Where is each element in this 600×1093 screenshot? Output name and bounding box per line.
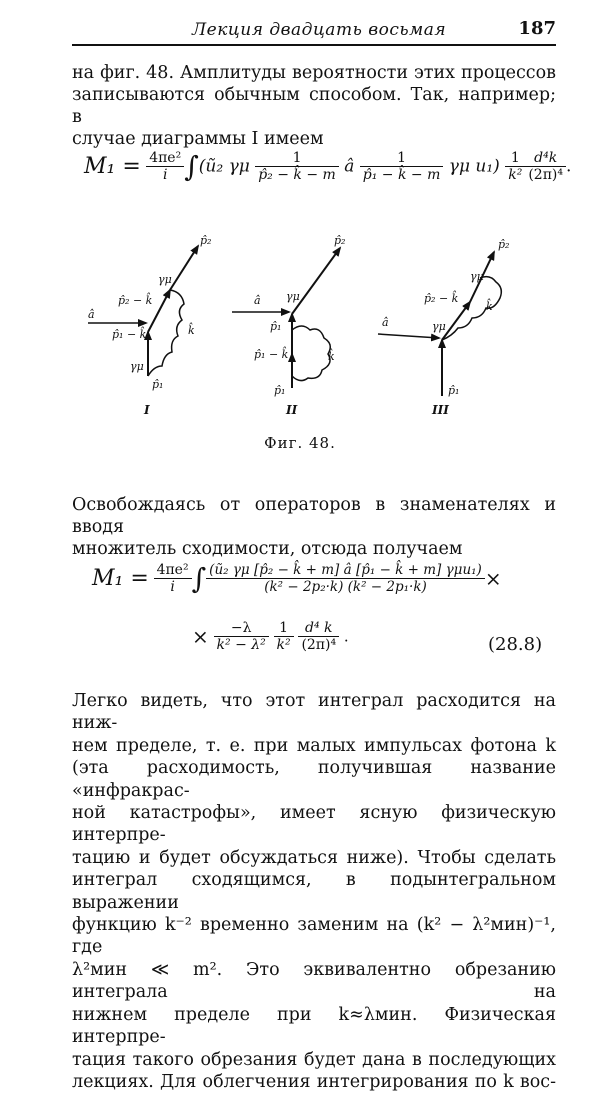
diagram-1 — [88, 234, 211, 417]
diagram-label: p̂₁ — [152, 378, 164, 391]
equation-1 — [84, 150, 572, 183]
fermion-line — [292, 248, 340, 314]
eq1-middle: â — [344, 156, 355, 177]
paragraph-1 — [72, 62, 556, 150]
eq1-integral: ∫ — [184, 150, 199, 183]
eq1-frac-2: $\frac{1}{\text{p̂₁ − k̂ − m}}$ — [360, 150, 444, 183]
eq2-tail: . — [343, 627, 349, 646]
diagram-label: p̂₁ — [448, 384, 460, 397]
eq2-lhs: M₁ = — [92, 566, 149, 591]
diagram-label: p̂₁ — [274, 384, 286, 397]
diagram-label: k̂ — [188, 324, 195, 337]
diagram-label: p̂₂ − k̂ — [424, 292, 459, 305]
eq2-frac-b: $\frac{1}{\text{k²}}$ — [274, 620, 294, 653]
diagram-label: γμ — [432, 320, 446, 333]
diagram-label: γμ — [470, 270, 484, 283]
eq1-body-end: γμ u₁) — [448, 156, 500, 177]
text-line: тацию и будет обсуждаться ниже). Чтобы сделать — [72, 847, 556, 868]
diagram-label: p̂₁ − k̂ — [112, 328, 147, 341]
eq1-tail: . — [565, 156, 572, 177]
diagram-label: γμ — [130, 360, 144, 373]
diagram-label: â — [254, 294, 261, 307]
equation-2-line-1 — [92, 562, 576, 595]
diagram-roman: I — [144, 403, 150, 417]
diagram-label: γμ — [158, 273, 172, 286]
diagram-label: p̂₁ − k̂ — [254, 348, 289, 361]
eq2-integral: ∫ — [191, 562, 207, 595]
text-line: Легко видеть, что этот интеграл расходится на ниж- — [72, 691, 556, 734]
fermion-line — [442, 302, 470, 340]
eq1-body-start: (ũ₂ γμ — [198, 156, 250, 177]
diagram-label: γμ — [286, 290, 300, 303]
diagram-label: k̂ — [486, 300, 493, 313]
eq2-times-start: × — [192, 624, 209, 649]
figure-48 — [0, 228, 600, 428]
text-line: нижнем пределе при k≈λмин. Физическая интерпре- — [72, 1004, 556, 1048]
text-line: ной катастрофы», имеет ясную физическую интерпре- — [72, 803, 556, 846]
diagram-label: â — [382, 316, 389, 329]
paragraph-3 — [72, 690, 556, 1093]
text-line: множитель сходимости, отсюда получаем — [72, 539, 463, 559]
diagram-label: p̂₂ − k̂ — [118, 294, 153, 307]
eq1-prefactor: $\frac{\text{4πe²}}{i}$ — [146, 150, 184, 183]
text-line: лекциях. Для облегчения интегрирования по k вос- — [72, 1071, 556, 1092]
diagram-roman: III — [432, 403, 449, 417]
page-number: 187 — [518, 18, 556, 39]
diagram-2 — [232, 234, 345, 417]
figure-caption: Фиг. 48. — [264, 434, 336, 452]
page-header — [72, 18, 556, 46]
text-line: функцию k⁻² временно заменим на (k² − λ²мин)⁻¹, где — [72, 915, 556, 958]
text-line: (эта расходимость, получившая название «инфракрас- — [72, 758, 556, 801]
text-line: записываются обычным способом. Так, например; в — [72, 85, 556, 127]
diagram-label: p̂₂ — [334, 234, 346, 247]
photon-line — [378, 334, 439, 338]
eq2-frac-c: $\frac{\text{d⁴ k}}{\text{(2π)⁴}}$ — [298, 620, 339, 653]
text-line: интеграл сходящимся, в подынтегральном выражении — [72, 870, 556, 913]
eq1-frac-4: $\frac{\text{d⁴k}}{\text{(2π)⁴}}$ — [525, 150, 566, 183]
diagram-label: p̂₂ — [498, 238, 510, 251]
diagram-roman: II — [286, 403, 298, 417]
diagram-label: p̂₂ — [200, 234, 212, 247]
text-line: Освобождаясь от операторов в знаменателях и вводя — [72, 495, 556, 537]
eq2-main-fraction: $\frac{\text{(ũ₂ γμ [p̂₂ − k̂ + m] â [p̂₁ − k̂ + m] γμu₁)}}{\text{(k² − 2p₂·k) (k² − 2p₁·k)}}$ — [206, 562, 485, 595]
eq1-frac-3: $\frac{1}{\text{k²}}$ — [505, 150, 525, 183]
text-line: на фиг. 48. Амплитуды вероятности этих процессов — [72, 63, 556, 83]
eq2-prefactor: $\frac{\text{4πe²}}{i}$ — [154, 562, 192, 595]
fermion-line — [170, 246, 198, 290]
diagram-label: k̂ — [328, 350, 335, 363]
running-title: Лекция двадцать восьмая — [192, 20, 447, 40]
text-line: случае диаграммы I имеем — [72, 129, 324, 149]
paragraph-2 — [72, 494, 556, 560]
eq2-frac-a: $\frac{-\lambda}{\text{k² − λ²}}$ — [214, 620, 269, 653]
text-line: λ²мин ≪ m². Это эквивалентно обрезанию интеграла на — [72, 959, 556, 1003]
eq2-times-end: × — [484, 566, 502, 591]
eq1-frac-1: $\frac{1}{\text{p̂₂ − k̂ − m}}$ — [255, 150, 339, 183]
eq1-lhs: M₁ = — [84, 154, 141, 179]
diagram-3 — [378, 238, 509, 417]
equation-number: (28.8) — [488, 634, 543, 655]
diagram-label: p̂₁ — [270, 320, 282, 333]
photon-loop — [148, 290, 184, 376]
photon-loop — [292, 326, 330, 381]
text-line: нем пределе, т. е. при малых импульсах фотона k — [72, 735, 556, 756]
text-line: тация такого обрезания будет дана в последующих — [72, 1049, 556, 1070]
diagram-label: â — [88, 308, 95, 321]
